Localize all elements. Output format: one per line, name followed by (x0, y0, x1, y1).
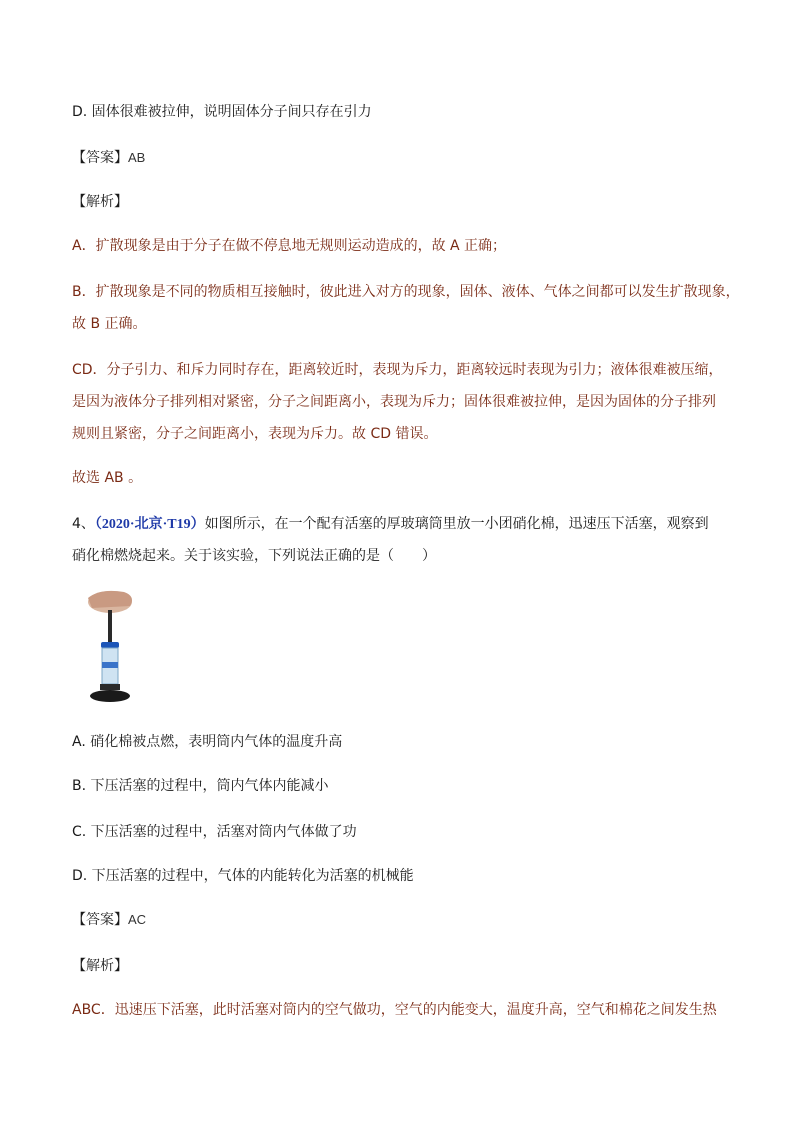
q4-option-c: C. 下压活塞的过程中，活塞对筒内气体做了功 (72, 824, 357, 840)
piston-apparatus-image (80, 588, 144, 704)
q4-option-b: B. 下压活塞的过程中，筒内气体内能减小 (72, 778, 329, 794)
q4-option-a: A. 硝化棉被点燃，表明筒内气体的温度升高 (72, 734, 343, 750)
piston-cap (101, 642, 119, 648)
q3-analysis-a: A．扩散现象是由于分子在做不停息地无规则运动造成的，故 A 正确； (72, 238, 507, 254)
tube-band (102, 662, 118, 668)
answer-value: AB (128, 150, 146, 165)
piston-rod (108, 610, 112, 644)
q4-analysis-label: 【解析】 (72, 958, 128, 974)
base-plate (90, 690, 130, 702)
question-source: （2020·北京·T19） (94, 517, 205, 532)
tube-base (100, 684, 120, 690)
q4-stem-line1 (72, 514, 709, 535)
answer-value: AC (128, 912, 147, 927)
q3-analysis-cd-line1: CD．分子引力、和斥力同时存在，距离较近时，表现为斥力，距离较远时表现为引力；液体很难被压缩， (72, 362, 723, 378)
q3-answer (72, 148, 145, 168)
answer-label: 【答案】 (72, 912, 128, 928)
q4-answer (72, 910, 146, 930)
q4-analysis-line1: ABC．迅速压下活塞，此时活塞对筒内的空气做功，空气的内能变大，温度升高，空气和棉花之间发生热 (72, 1002, 717, 1018)
q3-analysis-b-line2: 故 B 正确。 (72, 316, 147, 332)
finger-shape (88, 591, 132, 608)
q3-analysis-b-line1: B．扩散现象是不同的物质相互接触时，彼此进入对方的现象，固体、液体、气体之间都可以发生扩散现象， (72, 284, 740, 300)
q3-conclusion: 故选 AB 。 (72, 470, 143, 486)
q3-analysis-label: 【解析】 (72, 194, 128, 210)
question-stem: 如图所示，在一个配有活塞的厚玻璃筒里放一小团硝化棉，迅速压下活塞，观察到 (204, 516, 709, 532)
answer-label: 【答案】 (72, 150, 128, 166)
q3-analysis-cd-line3: 规则且紧密，分子之间距离小，表现为斥力。故 CD 错误。 (72, 426, 438, 442)
q4-option-d: D. 下压活塞的过程中，气体的内能转化为活塞的机械能 (72, 868, 414, 884)
question-number: 4、 (72, 516, 95, 532)
q3-option-d: D. 固体很难被拉伸，说明固体分子间只存在引力 (72, 104, 372, 120)
q4-stem-line2: 硝化棉燃烧起来。关于该实验，下列说法正确的是（ ） (72, 548, 436, 564)
q3-analysis-cd-line2: 是因为液体分子排列相对紧密，分子之间距离小，表现为斥力；固体很难被拉伸，是因为固体的分子排列 (72, 394, 716, 410)
